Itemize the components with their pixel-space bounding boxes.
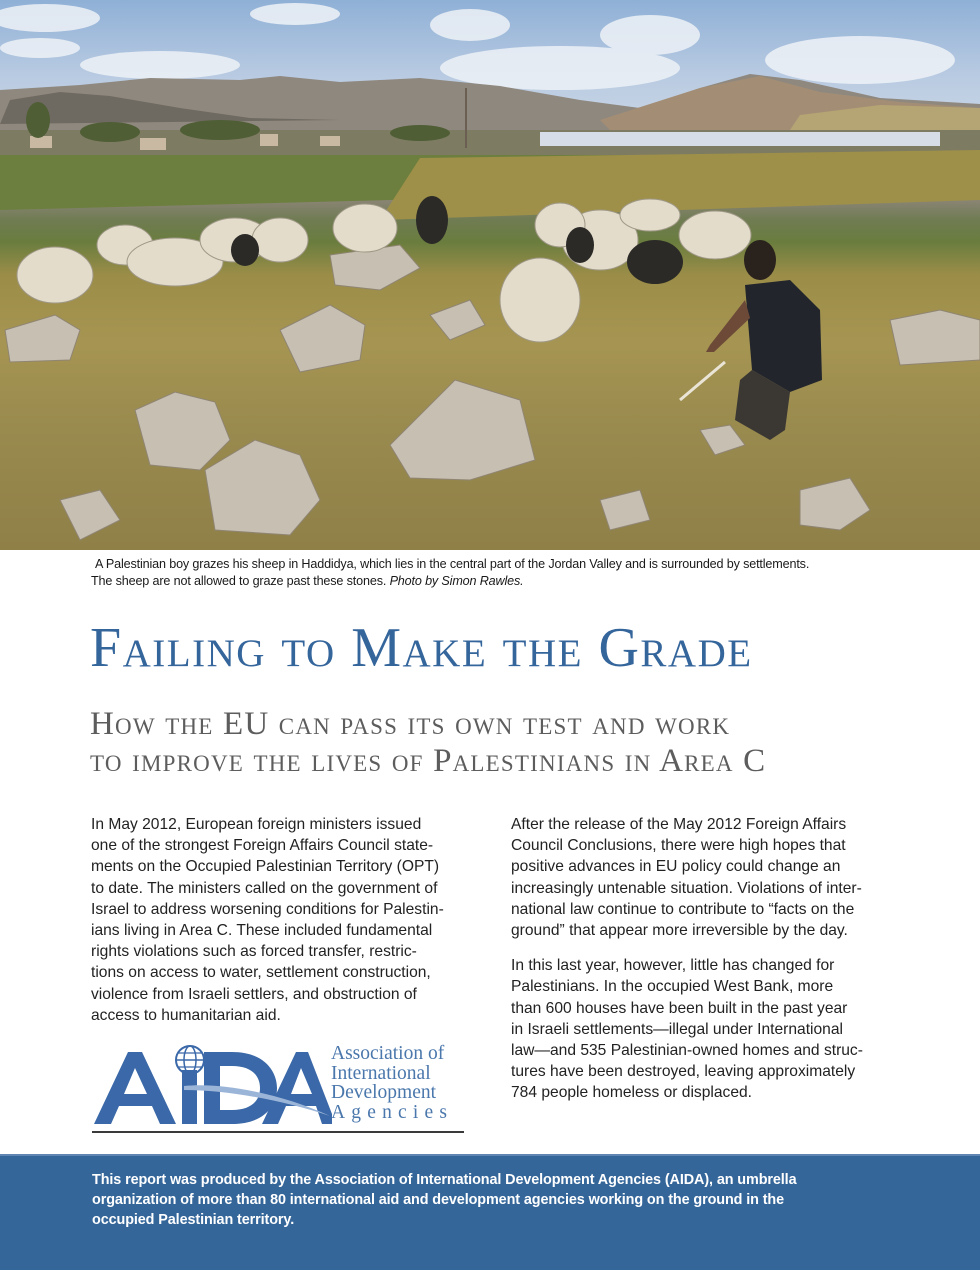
text-line: one of the strongest Foreign Affairs Council state- <box>91 837 434 855</box>
text-line: ground” that appear more irreversible by the day. <box>511 922 848 940</box>
text-line: tures have been destroyed, leaving approximately <box>511 1063 856 1081</box>
page-subtitle <box>90 706 920 780</box>
aida-wordmark <box>92 1044 332 1126</box>
globe-icon <box>176 1046 204 1074</box>
text-line: access to humanitarian aid. <box>91 1006 281 1024</box>
caption-line-2: The sheep are not allowed to graze past these stones. Photo by Simon Rawles. <box>91 574 524 588</box>
footer-line: organization of more than 80 international aid and development agencies working on the ground in the <box>92 1192 785 1208</box>
paragraph-last-year <box>511 955 921 1103</box>
aida-full-name <box>331 1044 471 1122</box>
text-line: Council Conclusions, there were high hopes that <box>511 837 846 855</box>
photo-credit: Photo by Simon Rawles. <box>389 574 524 588</box>
photo-caption <box>91 556 901 590</box>
caption-line-1: A Palestinian boy grazes his sheep in Haddidya, which lies in the central part of the Jordan Valley and is surrounded by settlements. <box>95 557 810 571</box>
text-line: law—and 535 Palestinian-owned homes and struc- <box>511 1042 863 1060</box>
shepherd-figure <box>680 240 822 440</box>
text-line: positive advances in EU policy could change an <box>511 858 841 876</box>
text-line: rights violations such as forced transfer, restric- <box>91 943 417 961</box>
footer-band <box>0 1154 980 1270</box>
logo-line: International <box>331 1062 431 1084</box>
logo-line: Agencies <box>331 1101 454 1123</box>
subtitle-line-2: to improve the lives of Palestinians in Area C <box>90 743 767 779</box>
text-line: increasingly untenable situation. Violations of inter- <box>511 879 862 897</box>
text-line: Israel to address worsening conditions for Palestin- <box>91 900 444 918</box>
text-line: In May 2012, European foreign ministers issued <box>91 816 422 833</box>
paragraph-after-release <box>511 814 921 941</box>
subtitle-line-1: How the EU can pass its own test and work <box>90 706 731 742</box>
footer-line: occupied Palestinian territory. <box>92 1212 295 1228</box>
text-line: tions on access to water, settlement construction, <box>91 964 431 982</box>
left-column <box>91 814 501 1040</box>
text-line: In this last year, however, little has changed for <box>511 957 835 975</box>
page-title: Failing to Make the Grade <box>90 617 753 679</box>
text-line: national law continue to contribute to “facts on the <box>511 900 855 918</box>
text-line: After the release of the May 2012 Foreign Affairs <box>511 816 847 833</box>
logo-line: Development <box>331 1082 437 1103</box>
footer-line: This report was produced by the Association of International Development Agencies (AIDA), an umbrella <box>92 1172 797 1188</box>
text-line: 784 people homeless or displaced. <box>511 1084 752 1102</box>
footer-note <box>92 1170 912 1230</box>
cover-photo <box>0 0 980 550</box>
text-line: ments on the Occupied Palestinian Territory (OPT) <box>91 858 440 876</box>
text-line: in Israeli settlements—illegal under International <box>511 1020 843 1038</box>
text-line: to date. The ministers called on the government of <box>91 879 438 897</box>
aida-logo <box>86 1038 468 1138</box>
logo-line: Association of <box>331 1043 445 1064</box>
paragraph-intro <box>91 814 501 1026</box>
text-line: Palestinians. In the occupied West Bank, more <box>511 978 834 996</box>
logo-underline <box>92 1131 464 1133</box>
photo-illustration <box>0 0 980 550</box>
text-line: ians living in Area C. These included fundamental <box>91 922 433 940</box>
text-line: than 600 houses have been built in the past year <box>511 999 848 1017</box>
right-column <box>511 814 921 1118</box>
text-line: violence from Israeli settlers, and obstruction of <box>91 985 417 1003</box>
